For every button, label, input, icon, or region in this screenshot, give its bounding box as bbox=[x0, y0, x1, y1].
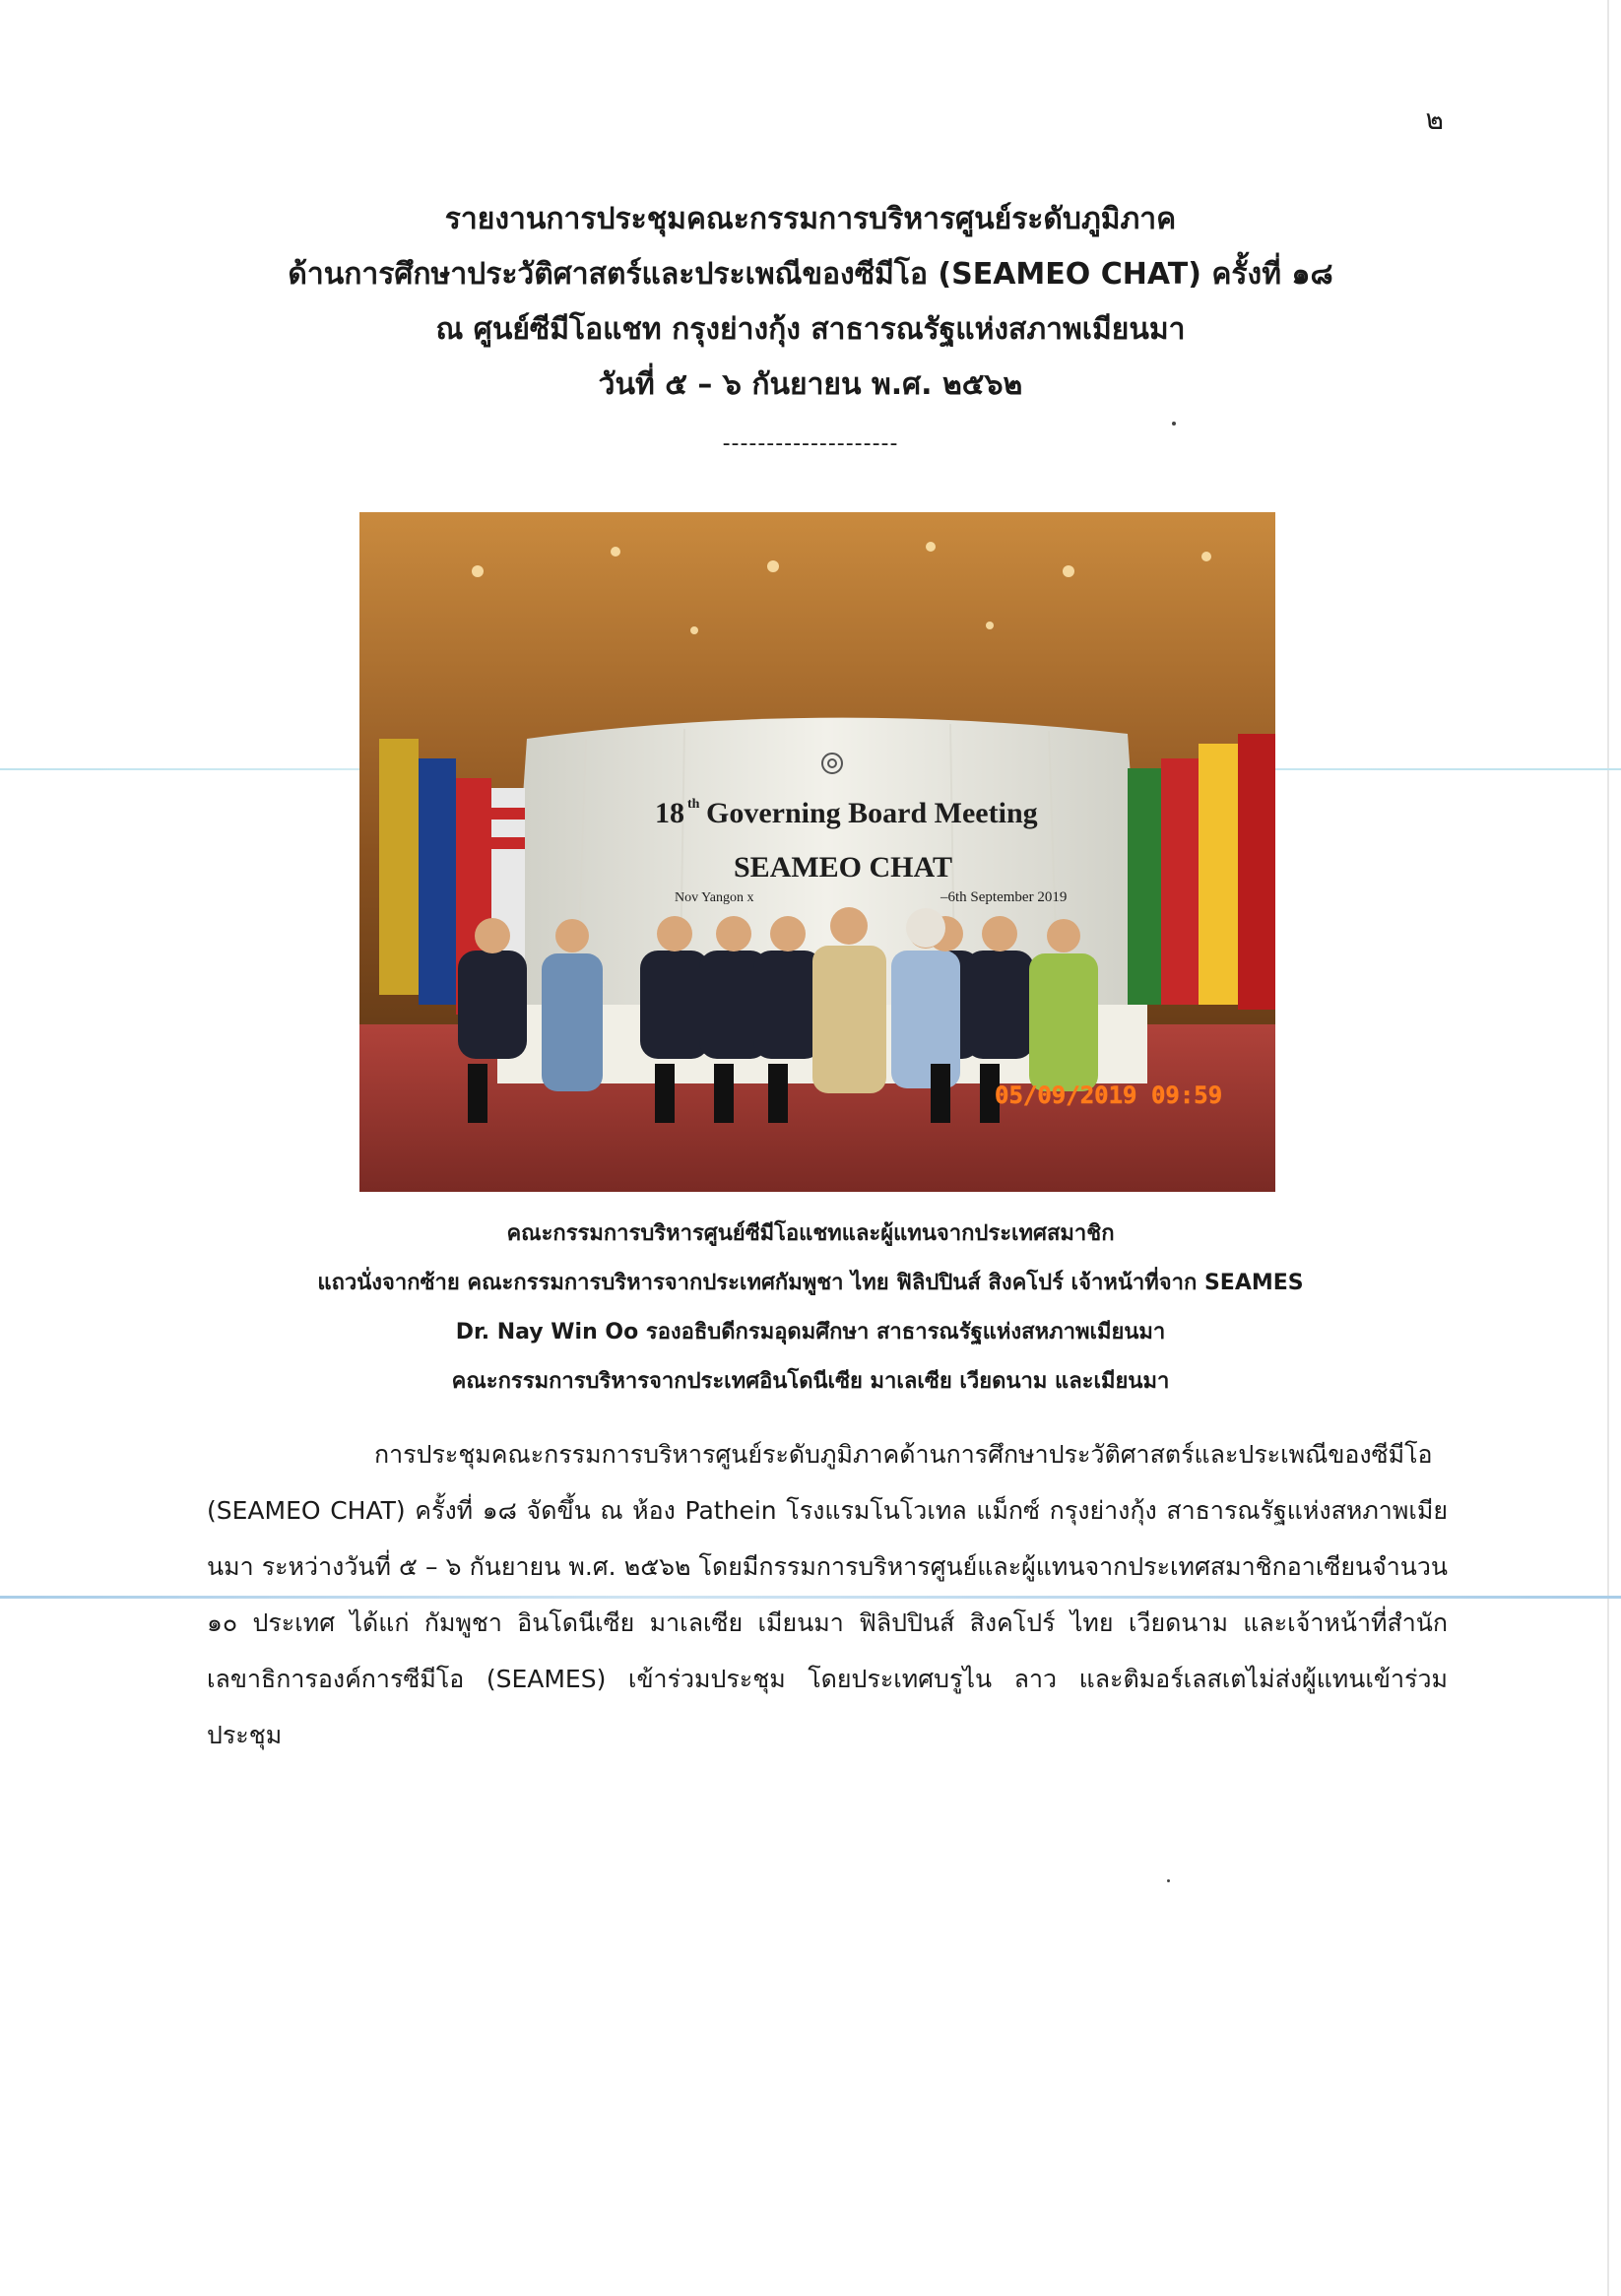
photo-caption bbox=[0, 1210, 1621, 1407]
caption-line: Dr. Nay Win Oo รองอธิบดีกรมอุดมศึกษา สาธารณรัฐแห่งสหภาพเมียนมา bbox=[455, 1320, 1166, 1345]
meeting-photo bbox=[359, 512, 1275, 1192]
title-line: ณ ศูนย์ซีมีโอแชท กรุงย่างกุ้ง สาธารณรัฐแห่งสภาพเมียนมา bbox=[435, 312, 1186, 347]
banner-venue: Nov Yangon x bbox=[675, 890, 754, 905]
banner-superscript: th bbox=[687, 797, 700, 812]
page-number: ๒ bbox=[1425, 103, 1444, 136]
report-title bbox=[0, 192, 1621, 413]
banner-number: 18 bbox=[655, 797, 684, 829]
title-line: รายงานการประชุมคณะกรรมการบริหารศูนย์ระดับภูมิภาค bbox=[444, 202, 1177, 236]
caption-line: คณะกรรมการบริหารจากประเทศอินโดนีเซีย มาเลเซีย เวียดนาม และเมียนมา bbox=[451, 1369, 1170, 1394]
scan-speck bbox=[1172, 422, 1176, 426]
body-paragraph bbox=[207, 1426, 1448, 1763]
caption-line: คณะกรรมการบริหารศูนย์ซีมีโอแชทและผู้แทนจากประเทศสมาชิก bbox=[506, 1221, 1115, 1246]
banner-date: –6th September 2019 bbox=[940, 889, 1068, 905]
title-line: วันที่ ๕ – ๖ กันยายน พ.ศ. ๒๕๖๒ bbox=[598, 367, 1023, 402]
photo-timestamp: 05/09/2019 09:59 bbox=[995, 1082, 1223, 1109]
banner-subtitle: SEAMEO CHAT bbox=[734, 851, 952, 884]
banner-title: Governing Board Meeting bbox=[706, 797, 1038, 829]
body-paragraph-text: การประชุมคณะกรรมการบริหารศูนย์ระดับภูมิภาคด้านการศึกษาประวัติศาสตร์และประเพณีของซีมีโอ (SEAMEO CHAT) ครั้งที่ ๑๘ จัดขึ้น ณ ห้อง Pathein โรงแรมโนโวเทล แม็กซ์ กรุงย่างกุ้ง สาธารณรัฐแห่งสหภาพเมียนมา ระหว่างวันที่ ๕ – ๖ กันยายน พ.ศ. ๒๕๖๒ โดยมีกรรมการบริหารศูนย์และผู้แทนจากประเทศสมาชิกอาเซียนจำนวน ๑๐ ประเทศ ได้แก่ กัมพูชา อินโดนีเซีย มาเลเซีย เมียนมา ฟิลิปปินส์ สิงคโปร์ ไทย เวียดนาม และเจ้าหน้าที่สำนักเลขาธิการองค์การซีมีโอ (SEAMES) เข้าร่วมประชุม โดยประเทศบรูไน ลาว และติมอร์เลสเตไม่ส่งผู้แทนเข้าร่วมประชุม bbox=[207, 1440, 1448, 1749]
title-line: ด้านการศึกษาประวัติศาสตร์และประเพณีของซีมีโอ (SEAMEO CHAT) ครั้งที่ ๑๘ bbox=[288, 257, 1333, 292]
caption-line: แถวนั่งจากซ้าย คณะกรรมการบริหารจากประเทศกัมพูชา ไทย ฟิลิปปินส์ สิงคโปร์ เจ้าหน้าที่จาก SEAMES bbox=[317, 1271, 1304, 1295]
scan-speck bbox=[1167, 1879, 1170, 1882]
title-divider: -------------------- bbox=[722, 431, 899, 456]
